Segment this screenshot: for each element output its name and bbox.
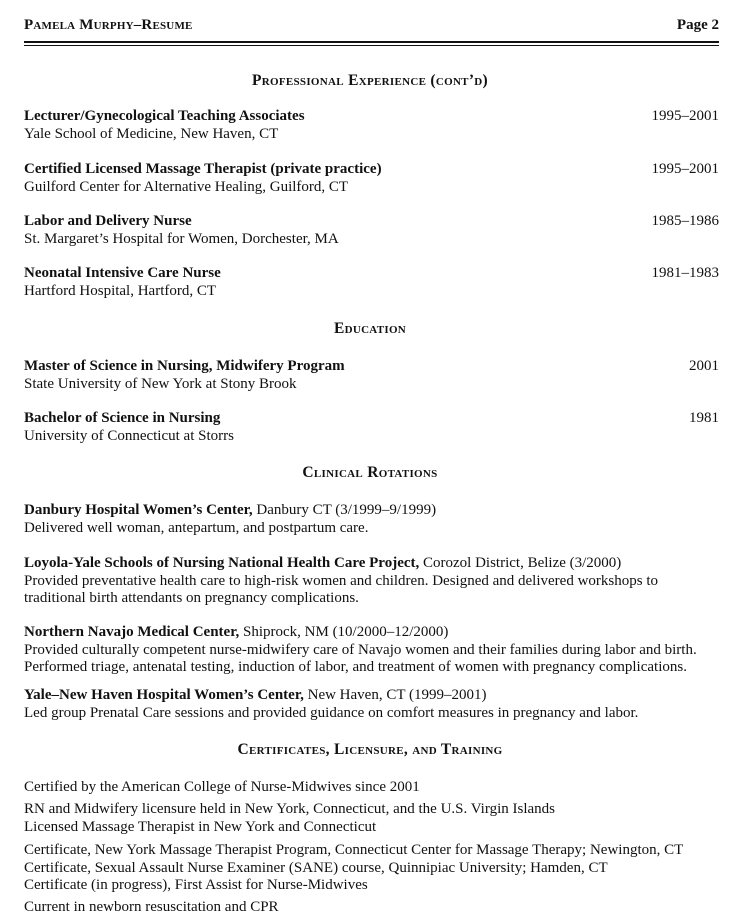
certificate-group bbox=[24, 801, 719, 836]
experience-years: 1985–1986 bbox=[651, 213, 719, 229]
certificate-group bbox=[24, 779, 719, 797]
experience-org: Guilford Center for Alternative Healing, Guilford, CT bbox=[24, 178, 349, 195]
rotation-item bbox=[24, 624, 719, 677]
rotations-heading: Clinical Rotations bbox=[302, 464, 438, 481]
rotation-site: Northern Navajo Medical Center, bbox=[24, 624, 240, 640]
education-year: 1981 bbox=[689, 410, 719, 426]
experience-item bbox=[24, 161, 719, 196]
rotation-item bbox=[24, 555, 719, 608]
education-item bbox=[24, 358, 719, 393]
education-title: Bachelor of Science in Nursing bbox=[24, 410, 221, 426]
education-heading: Education bbox=[333, 320, 407, 337]
experience-title: Lecturer/Gynecological Teaching Associates bbox=[24, 108, 305, 124]
experience-title: Labor and Delivery Nurse bbox=[24, 213, 192, 229]
education-item bbox=[24, 410, 719, 445]
rotation-site: Danbury Hospital Women’s Center, bbox=[24, 502, 253, 518]
rotation-description: Provided preventative health care to high-risk women and children. Designed and delivered workshops to bbox=[24, 572, 658, 589]
certificate-line: Certificate, Sexual Assault Nurse Examiner (SANE) course, Quinnipiac University; Hamden, CT bbox=[24, 859, 608, 876]
education-year: 2001 bbox=[689, 358, 719, 374]
page-number: Page 2 bbox=[676, 17, 719, 33]
experience-title: Certified Licensed Massage Therapist (private practice) bbox=[24, 161, 382, 177]
experience-org: St. Margaret’s Hospital for Women, Dorchester, MA bbox=[24, 230, 339, 247]
education-title: Master of Science in Nursing, Midwifery Program bbox=[24, 358, 345, 374]
rotation-site: Yale–New Haven Hospital Women’s Center, bbox=[24, 687, 304, 703]
experience-org: Yale School of Medicine, New Haven, CT bbox=[24, 125, 279, 142]
certificate-group bbox=[24, 899, 719, 917]
experience-item bbox=[24, 213, 719, 248]
rotation-description: Led group Prenatal Care sessions and provided guidance on comfort measures in pregnancy and labor. bbox=[24, 704, 639, 721]
experience-years: 1995–2001 bbox=[651, 161, 719, 177]
rotation-description: Provided culturally competent nurse-midwifery care of Navajo women and their families during labor and birth. bbox=[24, 641, 697, 658]
certificate-line: Current in newborn resuscitation and CPR bbox=[24, 899, 279, 915]
header-name: Pamela Murphy–Resume bbox=[24, 17, 193, 33]
header-rule-thick bbox=[24, 41, 719, 43]
experience-item bbox=[24, 265, 719, 300]
rotation-detail: New Haven, CT (1999–2001) bbox=[303, 687, 487, 703]
rotation-description: Performed triage, antenatal testing, induction of labor, and treatment of women with pregnancy complications. bbox=[24, 659, 687, 675]
rotation-item bbox=[24, 502, 719, 537]
certificate-line: Certificate, New York Massage Therapist Program, Connecticut Center for Massage Therapy; Newington, CT bbox=[24, 842, 684, 858]
rotation-item bbox=[24, 687, 719, 722]
experience-years: 1981–1983 bbox=[651, 265, 719, 281]
certificate-line: Licensed Massage Therapist in New York and Connecticut bbox=[24, 818, 377, 835]
experience-item bbox=[24, 108, 719, 143]
experience-title: Neonatal Intensive Care Nurse bbox=[24, 265, 221, 281]
education-school: State University of New York at Stony Brook bbox=[24, 375, 297, 392]
rotation-detail: Corozol District, Belize (3/2000) bbox=[419, 555, 622, 571]
experience-org: Hartford Hospital, Hartford, CT bbox=[24, 282, 217, 299]
header-rule-thin bbox=[24, 45, 719, 46]
page-header bbox=[24, 17, 719, 37]
certificate-line: Certified by the American College of Nurse-Midwives since 2001 bbox=[24, 779, 420, 795]
rotation-site: Loyola-Yale Schools of Nursing National Health Care Project, bbox=[24, 555, 420, 571]
certificates-heading: Certificates, Licensure, and Training bbox=[237, 741, 503, 758]
certificate-line: RN and Midwifery licensure held in New York, Connecticut, and the U.S. Virgin Islands bbox=[24, 801, 555, 817]
experience-years: 1995–2001 bbox=[651, 108, 719, 124]
rotation-description: Delivered well woman, antepartum, and postpartum care. bbox=[24, 519, 369, 536]
rotation-detail: Shiprock, NM (10/2000–12/2000) bbox=[239, 624, 449, 640]
experience-heading: Professional Experience (cont’d) bbox=[251, 72, 488, 89]
certificate-group bbox=[24, 842, 719, 895]
rotation-detail: Danbury CT (3/1999–9/1999) bbox=[252, 502, 437, 518]
rotation-description: traditional birth attendants on pregnancy complications. bbox=[24, 590, 359, 606]
education-school: University of Connecticut at Storrs bbox=[24, 427, 234, 444]
certificate-line: Certificate (in progress), First Assist for Nurse-Midwives bbox=[24, 877, 368, 893]
